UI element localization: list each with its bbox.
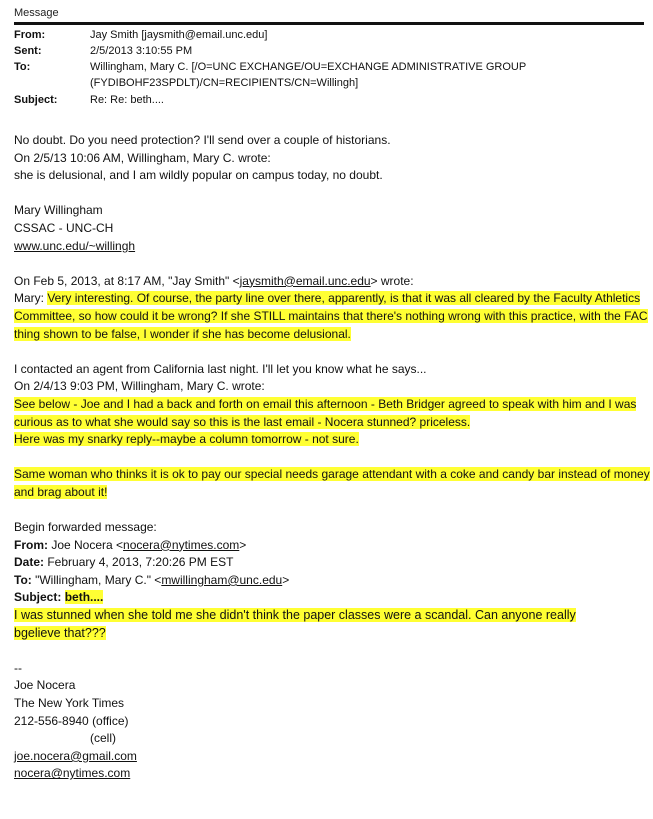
- highlighted-text: beth....: [64, 590, 104, 605]
- signature-name: Joe Nocera: [14, 678, 76, 693]
- highlighted-text: Very interesting. Of course, the party line over there, apparently, is that it was all cleared by the Faculty Athletics: [47, 291, 641, 306]
- forwarded-from: From: Joe Nocera <nocera@nytimes.com>: [14, 537, 247, 552]
- highlighted-text: Same woman who thinks it is ok to pay our special needs garage attendant with a coke and candy bar instead of money: [14, 467, 650, 482]
- highlighted-text: bgelieve that???: [14, 625, 106, 640]
- reply-text: No doubt. Do you need protection? I'll send over a couple of historians.: [14, 133, 391, 147]
- signature-org: The New York Times: [14, 696, 125, 710]
- email-link[interactable]: joe.nocera@gmail.com: [14, 748, 137, 763]
- signature-phone: (cell): [90, 731, 116, 746]
- highlighted-text: See below - Joe and I had a back and forth on email this afternoon - Beth Bridger agreed to speak with him and I was: [14, 396, 637, 411]
- quote-text: [14, 290, 644, 308]
- signature-url-link[interactable]: www.unc.edu/~willingh: [14, 238, 136, 253]
- signature-dash: --: [14, 660, 22, 675]
- forwarded-label: Begin forwarded message:: [14, 520, 157, 535]
- from-label: From:: [14, 29, 46, 41]
- highlighted-text: Committee, so how could it be wrong? If she STILL maintains that there's nothing wrong with this practice, with the FAC: [14, 308, 648, 323]
- to-value-line2: (FYDIBOHF23SPDLT)/CN=RECIPIENTS/CN=Willingh]: [90, 77, 359, 89]
- from-value: Jay Smith [jaysmith@email.unc.edu]: [90, 29, 268, 41]
- email-link[interactable]: jaysmith@email.unc.edu: [239, 273, 371, 288]
- quote-header: On Feb 5, 2013, at 8:17 AM, "Jay Smith" <jaysmith@email.unc.edu> wrote:: [14, 273, 414, 288]
- forwarded-to: To: "Willingham, Mary C." <mwillingham@unc.edu>: [14, 572, 290, 587]
- sent-label: Sent:: [14, 45, 42, 57]
- highlighted-text: and brag about it!: [14, 484, 108, 499]
- signature-phone: 212-556-8940 (office): [14, 713, 129, 728]
- sent-value: 2/5/2013 3:10:55 PM: [90, 45, 193, 57]
- forwarded-subject: Subject: beth....: [14, 590, 104, 605]
- quote-header: On 2/4/13 9:03 PM, Willingham, Mary C. wrote:: [14, 379, 265, 394]
- quote-lead: Mary:: [14, 291, 44, 306]
- subject-label: Subject:: [14, 94, 58, 106]
- highlighted-text: Here was my snarky reply--maybe a column tomorrow - not sure.: [14, 432, 359, 447]
- signature-name: Mary Willingham: [14, 203, 103, 218]
- header-divider: [14, 22, 644, 25]
- highlighted-text: thing shown to be false, I wonder if she has become delusional.: [14, 326, 351, 341]
- forwarded-date: Date: February 4, 2013, 7:20:26 PM EST: [14, 555, 234, 570]
- email-link[interactable]: nocera@nytimes.com: [14, 766, 131, 781]
- highlighted-text: curious as to what she would say so this is the last email - Nocera stunned? priceless.: [14, 414, 471, 429]
- email-body: [14, 132, 650, 783]
- highlighted-text: I was stunned when she told me she didn't think the paper classes were a scandal. Can anyone really: [14, 608, 576, 623]
- message-label: Message: [14, 7, 59, 19]
- to-value-line1: Willingham, Mary C. [/O=UNC EXCHANGE/OU=EXCHANGE ADMINISTRATIVE GROUP: [90, 61, 527, 73]
- signature-org: CSSAC - UNC-CH: [14, 220, 114, 235]
- email-link[interactable]: mwillingham@unc.edu: [161, 572, 283, 587]
- quote-header: On 2/5/13 10:06 AM, Willingham, Mary C. wrote:: [14, 150, 271, 165]
- email-link[interactable]: nocera@nytimes.com: [123, 537, 240, 552]
- to-label: To:: [14, 61, 31, 73]
- subject-value: Re: Re: beth....: [90, 94, 164, 106]
- reply-text: I contacted an agent from California last night. I'll let you know what he says...: [14, 361, 427, 376]
- quote-text: she is delusional, and I am wildly popular on campus today, no doubt.: [14, 168, 383, 183]
